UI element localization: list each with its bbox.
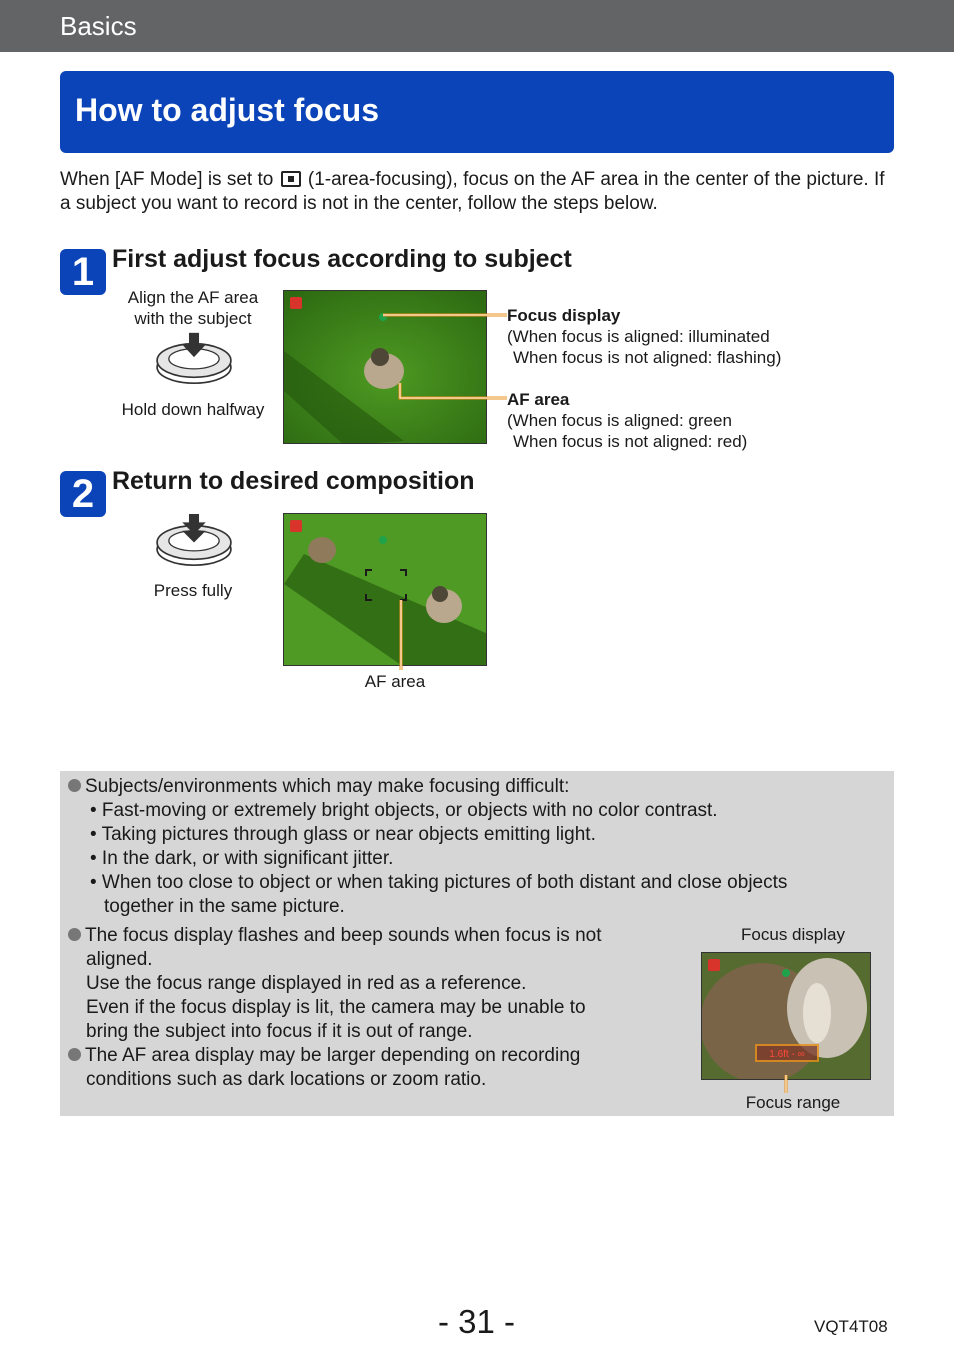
bullet-dot-icon [68,928,81,941]
section-label: Basics [60,11,137,41]
focus-photo-recomposed [283,513,487,666]
intro-text-before: When [AF Mode] is set to [60,169,274,190]
focus-display-line-2: When focus is not aligned: flashing) [513,348,782,367]
step-1-title: First adjust focus according to subject [112,245,572,273]
af-area-line-1: (When focus is aligned: green [507,411,732,430]
align-caption-line-2: with the subject [134,309,252,328]
header-bar [0,0,954,52]
1-area-focusing-icon [281,171,301,187]
af-area-line-2: When focus is not aligned: red) [513,432,748,451]
af-area-caption: AF area [364,672,426,691]
intro-paragraph [60,168,900,216]
page-title: How to adjust focus [75,92,379,128]
af-area-pointer-line [394,600,408,672]
note2-line-5: bring the subject into focus if it is out of range. [86,1021,473,1042]
tip-item-4-continued: together in the same picture. [104,896,345,917]
focus-display-callout [507,305,837,368]
hold-down-halfway-caption: Hold down halfway [121,400,265,419]
tip-heading: Subjects/environments which may make focusing difficult: [85,776,570,797]
tip-item-3: • In the dark, or with significant jitter. [90,848,394,869]
intro-text-after: (1-area-focusing), focus on the AF area in the center of the picture. If a subject you want to record is not in the center, follow the steps below. [60,169,885,214]
bullet-dot-icon [68,779,81,792]
focus-range-photo [701,952,871,1080]
tip-difficult-subjects [68,775,888,919]
note3-line-1: The AF area display may be larger depending on recording [85,1045,581,1066]
figure-focus-display-caption: Focus display [741,925,845,944]
note2-line-1: The focus display flashes and beep sounds when focus is not [85,925,602,946]
tip-item-1: • Fast-moving or extremely bright objects, or objects with no color contrast. [90,800,718,821]
press-fully-caption: Press fully [153,581,233,600]
step-1-callout-lines [380,300,510,410]
focus-range-text: 1.6ft - ∞ [769,1049,805,1060]
note2-line-3: Use the focus range displayed in red as a reference. [86,973,527,994]
step-2-title: Return to desired composition [112,467,475,495]
step-2-badge: 2 [60,471,106,517]
note2-line-4: Even if the focus display is lit, the camera may be unable to [86,997,586,1018]
shutter-half-press-icon [148,332,240,384]
step-1-badge: 1 [60,249,106,295]
af-area-callout [507,389,837,452]
note3-line-2: conditions such as dark locations or zoom ratio. [86,1069,487,1090]
note2-line-2: aligned. [86,949,153,970]
page-number: - 31 - [438,1303,516,1340]
focus-display-line-1: (When focus is aligned: illuminated [507,327,770,346]
figure-focus-range-caption: Focus range [745,1093,841,1112]
tip-focus-display [68,924,678,1092]
shutter-full-press-icon [148,514,240,566]
focus-display-label: Focus display [507,306,621,325]
tip-item-4: • When too close to object or when taking pictures of both distant and close objects [90,872,788,893]
align-caption [112,287,274,329]
document-code: VQT4T08 [814,1317,888,1336]
tip-item-2: • Taking pictures through glass or near objects emitting light. [90,824,596,845]
bullet-dot-icon [68,1048,81,1061]
align-caption-line-1: Align the AF area [127,288,259,307]
af-area-label: AF area [507,390,570,409]
